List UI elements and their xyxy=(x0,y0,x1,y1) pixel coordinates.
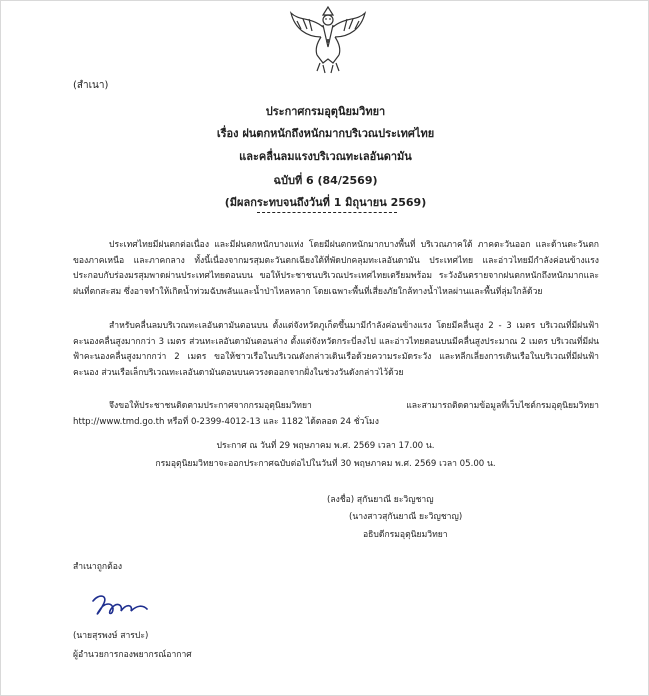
next-issue-note: กรมอุตุนิยมวิทยาจะออกประกาศฉบับต่อไปในวันที่ 30 พฤษภาคม พ.ศ. 2569 เวลา 05.00 น. xyxy=(155,459,496,469)
handwritten-signature xyxy=(87,591,151,621)
issue-number: ฉบับที่ 6 (84/2569) xyxy=(273,174,378,187)
copy-mark: (สำเนา) xyxy=(73,80,109,91)
paragraph-rain: ประเทศไทยมีฝนตกต่อเนื่อง และมีฝนตกหนักบางแห่ง โดยมีฝนตกหนักมากบางพื้นที่ บริเวณภาคใต้ ภาคตะวันออก และด้านตะวันตกของภาคเหนือ และภาคกลาง ทั้งนี้เนื่องจากมรสุมตะวันตกเฉียงใต้ที่พัดปกคลุมทะเลอันดามัน ประเทศไทย และอ่าวไทยมีกำลังค่อนข้างแรง ประกอบกับร่องมรสุมพาดผ่านประเทศไทยตอนบน ขอให้ประชาชนบริเวณประเทศไทยเตรียมพร้อม ระวังอันตรายจากฝนตกหนักถึงหนักมากและฝนที่ตกสะสม ซึ่งอาจทำให้เกิดน้ำท่วมฉับพลันและน้ำป่าไหลหลาก โดยเฉพาะพื้นที่เสี่ยงภัยใกล้ทางน้ำไหลผ่านและพื้นที่ลุ่มใกล้ด้วย xyxy=(73,240,599,297)
signed-line: (ลงชื่อ) สุกันยาณี ยะวิญชาญ xyxy=(327,495,434,505)
announcement-title: ประกาศกรมอุตุนิยมวิทยา xyxy=(265,105,386,118)
subject-line-2: และคลื่นลมแรงบริเวณทะเลอันดามัน xyxy=(239,150,412,163)
garuda-emblem-icon xyxy=(287,3,369,75)
announced-date: ประกาศ ณ วันที่ 29 พฤษภาคม พ.ศ. 2569 เวลา 17.00 น. xyxy=(216,441,435,451)
signer-title: อธิบดีกรมอุตุนิยมวิทยา xyxy=(363,530,448,540)
signer-name: (นางสาวสุกันยาณี ยะวิญชาญ) xyxy=(349,512,463,522)
footer-name: (นายสุรพงษ์ สารปะ) xyxy=(73,631,149,641)
subject-line-1: เรื่อง ฝนตกหนักถึงหนักมากบริเวณประเทศไทย xyxy=(216,127,435,140)
effective-period: (มีผลกระทบจนถึงวันที่ 1 มิถุนายน 2569) xyxy=(224,196,427,209)
divider xyxy=(257,212,397,213)
paragraph-contact: จึงขอให้ประชาชนติดตามประกาศจากกรมอุตุนิยมวิทยา และสามารถติดตามข้อมูลที่เว็บไซต์กรมอุตุนิยมวิทยา http://www.tmd.go.th หรือที่ 0-2399-4012-13 และ 1182 ได้ตลอด 24 ชั่วโมง xyxy=(73,401,599,427)
footer-position: ผู้อำนวยการกองพยากรณ์อากาศ xyxy=(73,650,192,660)
copy-certified: สำเนาถูกต้อง xyxy=(73,562,123,572)
paragraph-waves: สำหรับคลื่นลมบริเวณทะเลอันดามันตอนบน ตั้งแต่จังหวัดภูเก็ตขึ้นมามีกำลังค่อนข้างแรง โดยมีคลื่นสูง 2 - 3 เมตร บริเวณที่มีฝนฟ้าคะนองคลื่นสูงมากกว่า 3 เมตร ส่วนทะเลอันดามันตอนล่าง ตั้งแต่จังหวัดกระบี่ลงไป และอ่าวไทยตอนบนมีคลื่นสูงประมาณ 2 เมตร บริเวณที่มีฝนฟ้าคะนองคลื่นสูงมากกว่า 2 เมตร ขอให้ชาวเรือในบริเวณดังกล่าวเดินเรือด้วยความระมัดระวัง และหลีกเลี่ยงการเดินเรือในบริเวณที่มีฝนฟ้าคะนอง ส่วนเรือเล็กบริเวณทะเลอันดามันตอนบนควรงดออกจากฝั่งในช่วงวันดังกล่าวไว้ด้วย xyxy=(73,321,599,378)
